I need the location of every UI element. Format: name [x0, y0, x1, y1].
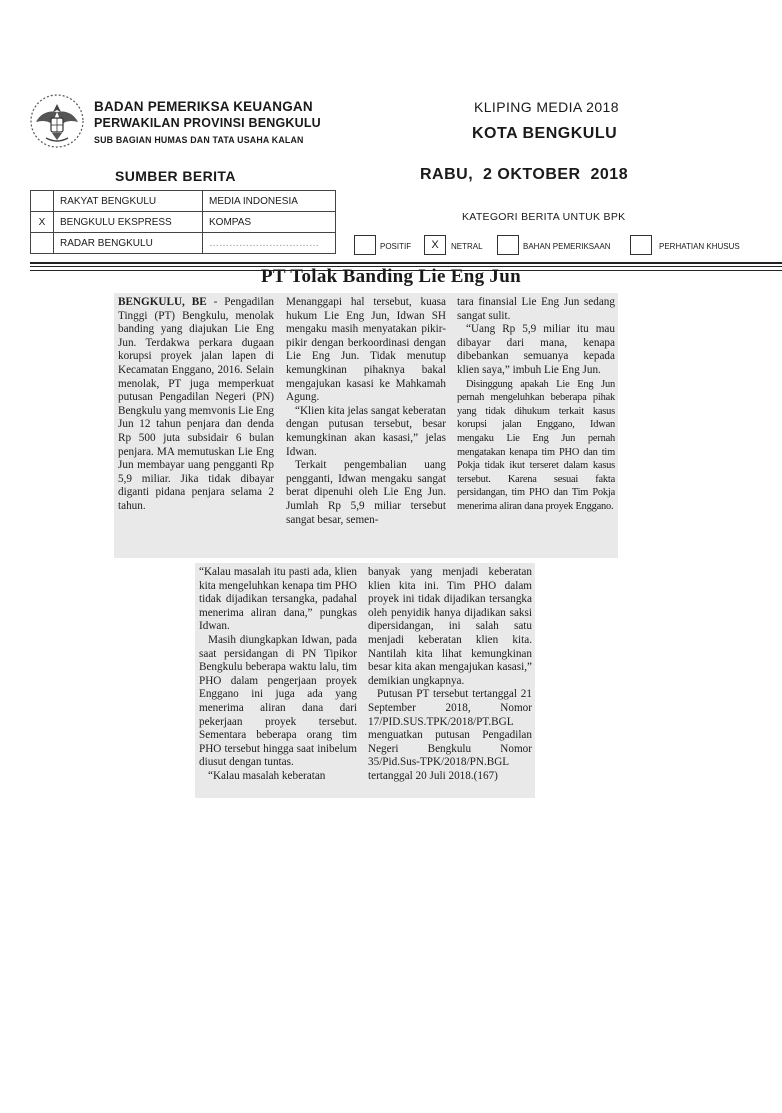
article-column-2: [286, 296, 446, 527]
kliping-title: KLIPING MEDIA 2018: [474, 99, 619, 115]
article-paragraph: “Kalau masalah itu pasti ada, klien kita mengeluhkan kenapa tim PHO tidak dijadikan tersangka, padahal menerima aliran dana,” pungkas Idwan.: [199, 566, 357, 633]
sumber-berita-title: SUMBER BERITA: [115, 168, 236, 184]
org-region: PERWAKILAN PROVINSI BENGKULU: [94, 116, 321, 130]
source-table: [30, 190, 336, 254]
article-paragraph: tara finansial Lie Eng Jun sedang sangat sulit.: [457, 296, 615, 322]
source-name: KOMPAS: [203, 212, 336, 233]
article-paragraph: Disinggung apakah Lie Eng Jun pernah mengeluhkan beberapa pihak yang tidak dihukum terkait kasus korupsi jalan Enggano, Idwan mengaku Lie Eng Jun pernah mengatakan kenapa tim PHO dan tim Pokja tidak ikut terseret dalam kasus tersebut. Karena sesuai fakta persidangan, tim PHO dan Tim Pokja menerima aliran dana proyek Enggano.: [457, 378, 615, 512]
source-mark: X: [31, 212, 54, 233]
kategori-title: KATEGORI BERITA UNTUK BPK: [462, 211, 626, 223]
article-paragraph: [118, 296, 274, 514]
source-row: [31, 191, 336, 212]
article-paragraph: “Klien kita jelas sangat keberatan dengan putusan tersebut, besar kemungkinan akan kasasi,” jelas Idwan.: [286, 404, 446, 458]
category-positif-label: POSITIF: [380, 242, 412, 251]
source-name: RADAR BENGKULU: [54, 233, 203, 254]
category-bahan-label: BAHAN PEMERIKSAAN: [523, 242, 611, 251]
source-mark: [31, 191, 54, 212]
category-positif-checkbox: [354, 235, 376, 255]
article-paragraph: “Kalau masalah keberatan: [208, 769, 326, 782]
category-bahan-checkbox: [497, 235, 519, 255]
article-column-3: [457, 296, 615, 514]
article-lead-text: - Pengadilan Tinggi (PT) Bengkulu, menolak banding yang diajukan Lie Eng Jun. Terdakwa perkara dugaan korupsi proyek jalan lapen di Kecamatan Enggano, 2016. Selain menolak, PT juga memperkuat putusan Pengadilan Negeri (PN) Bengkulu yang memvonis Lie Eng Jun 12 tahun penjara dan denda Rp 500 juta subsidair 6 bulan penjara. MA memutuskan Lie Eng Jun membayar uang pengganti Rp 5,9 miliar. Jika tidak dibayar diganti pidana penjara selama 2 tahun.: [118, 296, 274, 512]
org-name: BADAN PEMERIKSA KEUANGAN: [94, 99, 313, 114]
source-name: MEDIA INDONESIA: [203, 191, 336, 212]
source-name: RAKYAT BENGKULU: [54, 191, 203, 212]
source-name: ……………………………: [203, 233, 336, 254]
source-mark: [31, 233, 54, 254]
article-column-4: [199, 566, 357, 784]
category-perhatian-checkbox: [630, 235, 652, 255]
article-column-1: [118, 296, 274, 514]
date-title: RABU, 2 OKTOBER 2018: [420, 166, 629, 183]
article-dateline: BENGKULU, BE: [118, 296, 207, 308]
article-paragraph: Masih diungkapkan Idwan, pada saat persidangan di PN Tipikor Bengkulu beberapa waktu lalu, tim PHO dalam pengerjaan proyek Enggano ini juga ada yang menerima aliran dana dari pekerjaan proyek tersebut. Sementara beberapa orang tim PHO tersebut hingga saat inibelum diusut dengan tuntas.: [199, 633, 357, 769]
header-divider: [30, 262, 782, 264]
article-title: PT Tolak Banding Lie Eng Jun: [261, 266, 521, 287]
category-netral-label: NETRAL: [451, 242, 483, 251]
garuda-emblem-icon: [28, 92, 86, 150]
category-perhatian-label: PERHATIAN KHUSUS: [659, 242, 740, 251]
article-paragraph: Terkait pengembalian uang pengganti, Idwan mengaku sangat berat dipenuhi oleh Lie Eng Jun. Jumlah Rp 5,9 miliar tersebut sangat besar, semen-: [286, 459, 446, 526]
article-column-5: [368, 566, 532, 784]
source-row: [31, 212, 336, 233]
article-paragraph: Menanggapi hal tersebut, kuasa hukum Lie Eng Jun, Idwan SH mengaku masih menyatakan pikir-pikir dengan berkoordinasi dengan Lie Eng Jun. Tidak menutup kemungkinan pihaknya bakal mengajukan kasasi ke Mahkamah Agung.: [286, 296, 446, 404]
source-row: [31, 233, 336, 254]
category-netral-checkbox: X: [424, 235, 446, 255]
article-paragraph: banyak yang menjadi keberatan klien kita ini. Tim PHO dalam proyek ini tidak dijadikan tersangka oleh penyidik hanya dijadikan saksi dipersidangan, ini salah satu menjadi keberatan klien kita. Nantilah kita lihat kemungkinan besar kita akan mengajukan kasasi,” demikian ungkapnya.: [368, 566, 532, 687]
article-paragraph: Putusan PT tersebut tertanggal 21 September 2018, Nomor 17/PID.SUS.TPK/2018/PT.BGL menguatkan putusan Pengadilan Negeri Bengkulu Nomor 35/Pid.Sus-TPK/2018/PN.BGL tertanggal 20 Juli 2018.(167): [368, 688, 532, 782]
city-title: KOTA BENGKULU: [472, 125, 618, 142]
article-paragraph: “Uang Rp 5,9 miliar itu mau dibayar dari mana, kenapa dibebankan semuanya kepada klien saya,” imbuh Lie Eng Jun.: [457, 323, 615, 376]
org-division: SUB BAGIAN HUMAS DAN TATA USAHA KALAN: [94, 135, 304, 145]
source-name: BENGKULU EKSPRESS: [54, 212, 203, 233]
